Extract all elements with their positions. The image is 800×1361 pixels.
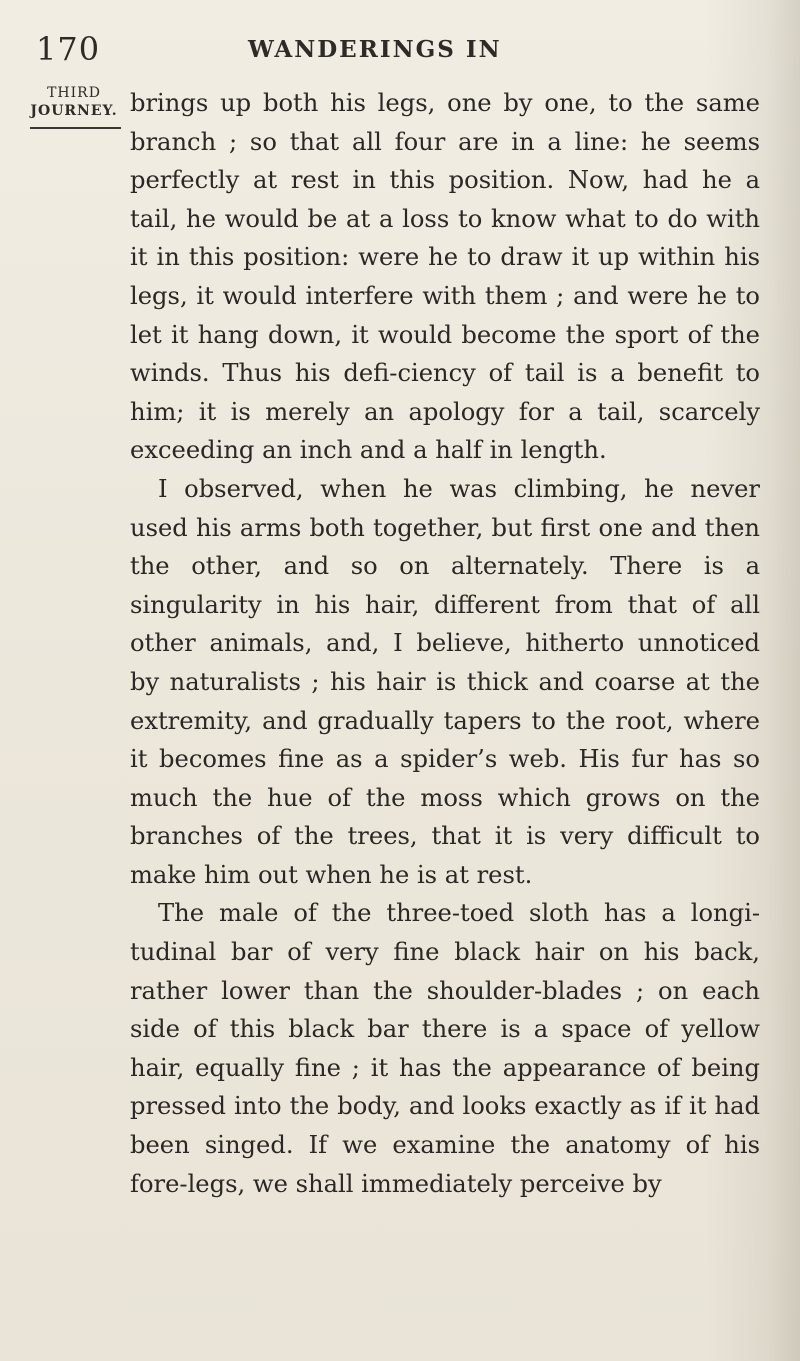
page-number: 170 bbox=[36, 30, 101, 68]
margin-note-line-1: THIRD bbox=[47, 85, 101, 101]
paragraph-1: brings up both his legs, one by one, to the same branch ; so that all four are in a line: he seems perfectly at rest in this position. Now, had he a tail, he would be at a loss to know what to do with it in this position: were he to draw it up within his legs, it would interfere with them ; and were he to let it hang down, it would become the sport of the winds. Thus his defi-ciency of tail is a benefit to him; it is merely an apology for a tail, scarcely exceeding an inch and a half in length. bbox=[130, 89, 760, 465]
margin-rule bbox=[30, 127, 121, 129]
margin-note-line-2: JOURNEY. bbox=[30, 103, 118, 119]
body-text bbox=[130, 84, 760, 1203]
paragraph-2: I observed, when he was climbing, he never used his arms both together, but first one and then the other, and so on alternately. There is a singularity in his hair, different from that of all other animals, and, I believe, hitherto unnoticed by naturalists ; his hair is thick and coarse at the extremity, and gradually tapers to the root, where it becomes fine as a spider’s web. His fur has so much the hue of the moss which grows on the branches of the trees, that it is very difficult to make him out when he is at rest. bbox=[130, 474, 760, 889]
paragraph-3: The male of the three-toed sloth has a longi-tudinal bar of very fine black hair on his back, rather lower than the shoulder-blades ; on each side of this black bar there is a space of yellow hair, equally fine ; it has the appearance of being pressed into the body, and looks exactly as if it had been singed. If we examine the anatomy of his fore-legs, we shall immediately perceive by bbox=[130, 899, 760, 1198]
running-title: WANDERINGS IN bbox=[248, 36, 502, 63]
margin-note bbox=[24, 84, 124, 120]
